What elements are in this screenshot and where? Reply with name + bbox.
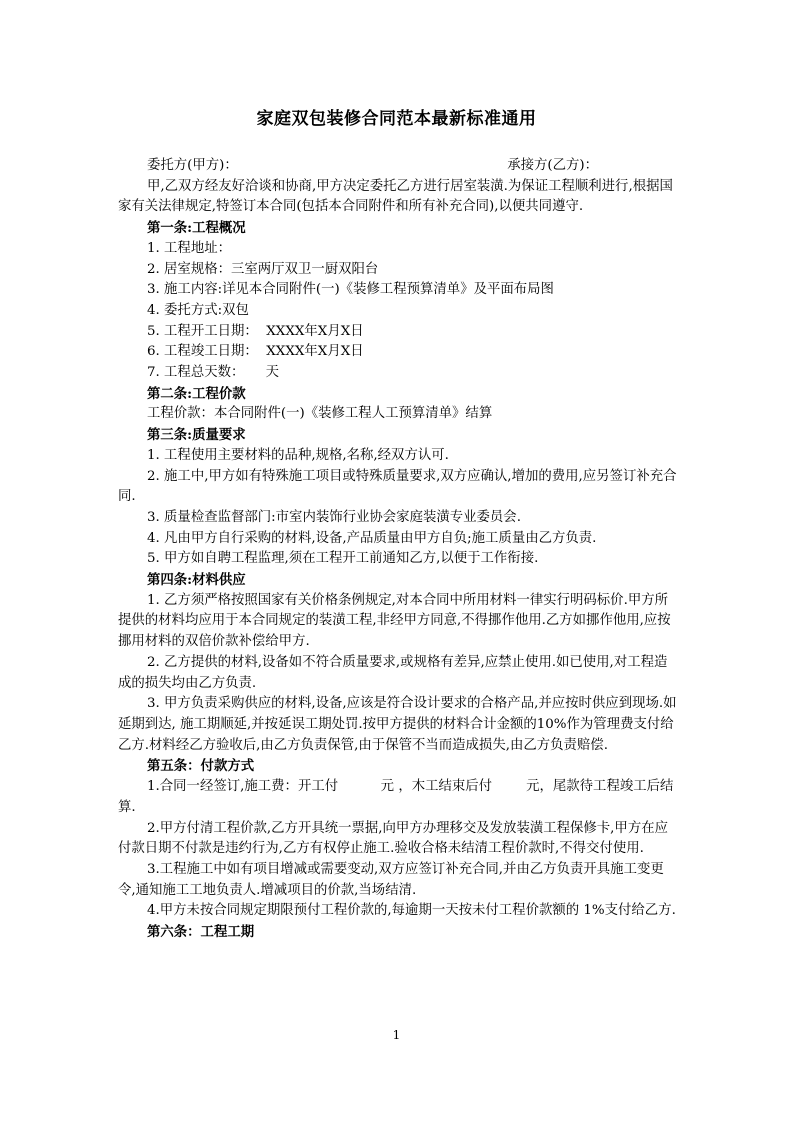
- intro-paragraph: 甲,乙双方经友好洽谈和协商,甲方决定委托乙方进行居室装潢.为保证工程顺利进行,根据国家有关法律规定,特签订本合同(包括本合同附件和所有补充合同),以便共同遵守.: [118, 178, 673, 215]
- party-a-label: 委托方(甲方)：: [147, 158, 238, 173]
- article-1-item: 5. 工程开工日期： XXXX年X月X日: [147, 323, 364, 339]
- article-1-item: 6. 工程竣工日期： XXXX年X月X日: [147, 344, 364, 360]
- party-b-label: 承接方(乙方)：: [507, 158, 598, 173]
- contract-body: [118, 156, 678, 943]
- article-1-item: 1. 工程地址：: [147, 240, 231, 256]
- article-4-item: 3. 甲方负责采购供应的材料,设备,应该是符合设计要求的合格产品,并应按时供应到现场.如延期到达, 施工期顺延,并按延误工期处罚.按甲方提供的材料合计金额的10%作为管理费支付给乙方.材料经乙方验收后,由乙方负责保管,由于保管不当而造成损失,由乙方负责赔偿.: [118, 696, 677, 753]
- article-4-item: 1. 乙方须严格按照国家有关价格条例规定,对本合同中所用材料一律实行明码标价.甲方所提供的材料均应用于本合同规定的装潢工程,非经甲方同意,不得挪作他用.乙方如挪作他用,应按挪用材料的双倍价款补偿给甲方.: [118, 592, 671, 650]
- page-number: 1: [392, 1028, 401, 1042]
- article-1-item: 7. 工程总天数： 天: [147, 365, 280, 381]
- article-2-heading: 第二条:工程价款: [147, 385, 246, 402]
- article-3-heading: 第三条:质量要求: [147, 427, 246, 444]
- article-1-heading: 第一条:工程概况: [147, 220, 246, 237]
- article-3-item: 2. 施工中,甲方如有特殊施工项目或特殊质量要求,双方应确认,增加的费用,应另签订补充合同.: [118, 468, 677, 505]
- article-2-text: 工程价款：本合同附件(一)《装修工程人工预算清单》结算: [147, 406, 493, 422]
- article-3-item: 1. 工程使用主要材料的品种,规格,名称,经双方认可.: [147, 447, 449, 463]
- article-4-heading: 第四条:材料供应: [147, 572, 246, 589]
- article-1-item: 2. 居室规格：三室两厅双卫一厨双阳台: [147, 261, 379, 277]
- article-3-item: 5. 甲方如自聘工程监理,须在工程开工前通知乙方,以便于工作衔接.: [147, 551, 539, 567]
- document-title: 家庭双包装修合同范本最新标准通用: [256, 109, 537, 129]
- article-6-heading: 第六条：工程工期: [147, 924, 255, 941]
- article-5-item: 1.合同一经签订,施工费：开工付 元 ，木工结束后付 元，尾款待工程竣工后结算.: [118, 779, 674, 815]
- article-1-item: 4. 委托方式:双包: [147, 302, 249, 318]
- article-5-item: 3.工程施工中如有项目增减或需要变动,双方应签订补充合同,并由乙方负责开具施工变更令,通知施工工地负责人.增减项目的价款,当场结清.: [118, 861, 664, 898]
- article-1-item: 3. 施工内容:详见本合同附件(一)《装修工程预算清单》及平面布局图: [147, 282, 554, 298]
- article-3-item: 4. 凡由甲方自行采购的材料,设备,产品质量由甲方自负;施工质量由乙方负责.: [147, 530, 597, 546]
- article-5-item: 4.甲方未按合同规定期限预付工程价款的,每逾期一天按未付工程价款额的 1%支付给乙方.: [147, 903, 676, 919]
- parties-line: [118, 156, 678, 177]
- article-3-item: 3. 质量检查监督部门:市室内装饰行业协会家庭装潢专业委员会.: [147, 509, 521, 525]
- article-5-heading: 第五条：付款方式: [147, 758, 255, 775]
- article-4-item: 2. 乙方提供的材料,设备如不符合质量要求,或规格有差异,应禁止使用.如已使用,对工程造成的损失均由乙方负责.: [118, 654, 668, 691]
- article-5-item: 2.甲方付清工程价款,乙方开具统一票据,向甲方办理移交及发放装潢工程保修卡,甲方在应付款日期不付款是违约行为,乙方有权停止施工.验收合格未结清工程价款时,不得交付使用.: [118, 820, 668, 857]
